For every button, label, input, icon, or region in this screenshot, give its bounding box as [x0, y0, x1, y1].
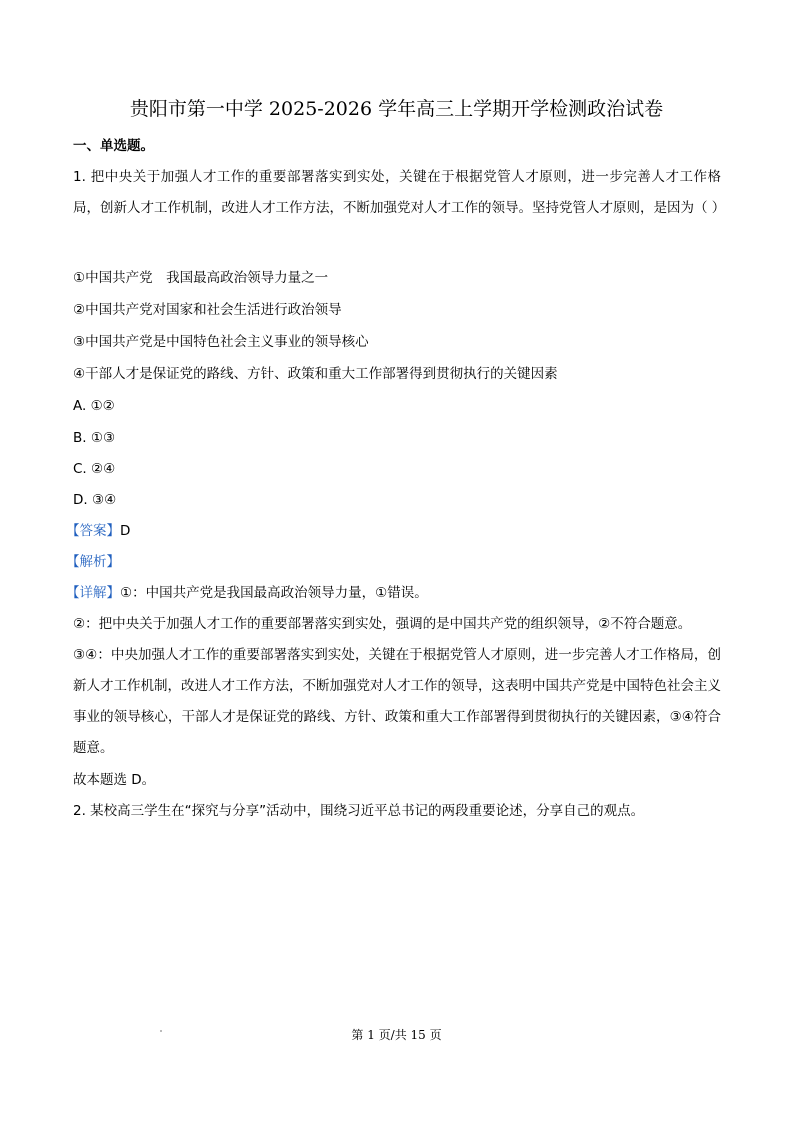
answer-line: [66, 521, 130, 541]
analysis-line: [66, 552, 120, 572]
detail-paragraph-3: ③④：中央加强人才工作的重要部署落实到实处，关键在于根据党管人才原则，进一步完善人才工作格局，创新人才工作机制，改进人才工作方法，不断加强党对人才工作的领导，这表明中国共产党是中国特色社会主义事业的领导核心，干部人才是保证党的路线、方针、政策和重大工作部署得到贯彻执行的关键因素，③④符合题意。: [73, 647, 721, 756]
document-title: 贵阳市第一中学 2025-2026 学年高三上学期开学检测政治试卷: [129, 98, 664, 120]
question-1-statement-2: ②中国共产党对国家和社会生活进行政治领导: [73, 302, 342, 318]
answer-value: D: [120, 523, 131, 539]
detail-label: 【详解】: [66, 585, 120, 601]
question-1-stem: 1. 把中央关于加强人才工作的重要部署落实到实处，关键在于根据党管人才原则，进一步完善人才工作格局，创新人才工作机制，改进人才工作方法，不断加强党对人才工作的领导。坚持党管人才原则，是因为（ ）: [73, 169, 726, 216]
section-heading: 一、单选题。: [73, 138, 154, 154]
page-footer: 第 1 页/共 15 页: [351, 1028, 442, 1042]
detail-line-2: ②：把中央关于加强人才工作的重要部署落实到实处，强调的是中国共产党的组织领导，②不符合题意。: [73, 616, 692, 632]
question-1-statement-3: ③中国共产党是中国特色社会主义事业的领导核心: [73, 334, 369, 350]
choice-c: C. ②④: [73, 461, 116, 477]
choice-b: B. ①③: [73, 430, 116, 446]
detail-line-1: [66, 583, 428, 603]
answer-label: 【答案】: [66, 523, 120, 539]
question-2-stem: 2. 某校高三学生在“探究与分享”活动中，围绕习近平总书记的两段重要论述，分享自己的观点。: [73, 803, 645, 819]
question-1-statement-1: ①中国共产党 我国最高政治领导力量之一: [73, 270, 329, 286]
detail-text-1: ①：中国共产党是我国最高政治领导力量，①错误。: [120, 585, 428, 601]
analysis-label: 【解析】: [66, 554, 120, 570]
conclusion-line: 故本题选 D。: [73, 772, 156, 788]
choice-d: D. ③④: [73, 492, 117, 508]
choice-a: A. ①②: [73, 398, 115, 414]
question-1-statement-4: ④干部人才是保证党的路线、方针、政策和重大工作部署得到贯彻执行的关键因素: [73, 366, 558, 382]
